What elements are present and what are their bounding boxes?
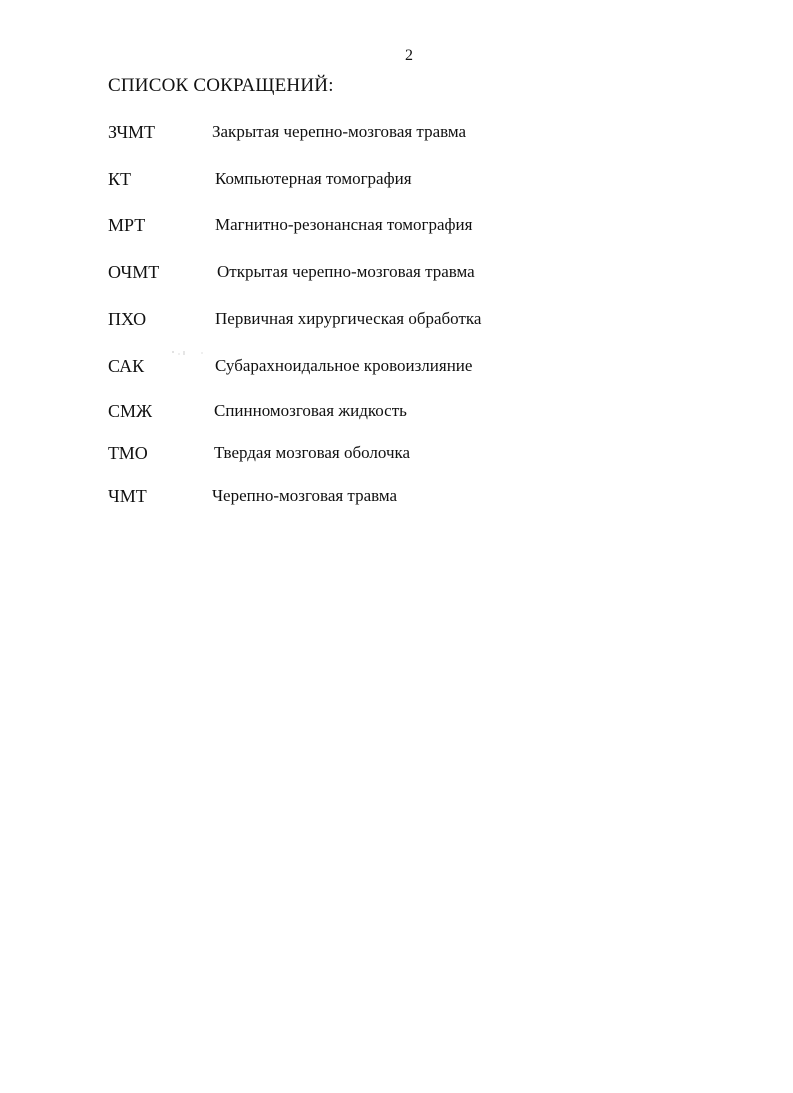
abbreviation-row-sak <box>0 354 793 378</box>
abbreviation-row-tmo <box>0 441 793 465</box>
abbreviation-term: ПХО <box>108 309 147 329</box>
abbreviation-definition: Субарахноидальное кровоизлияние <box>215 356 473 375</box>
abbreviation-term: ОЧМТ <box>108 262 160 282</box>
abbreviation-term: ЧМТ <box>108 486 147 506</box>
abbreviation-term: ЗЧМТ <box>108 122 156 142</box>
page-title: СПИСОК СОКРАЩЕНИЙ: <box>108 75 334 96</box>
abbreviation-definition: Открытая черепно-мозговая травма <box>217 262 475 281</box>
abbreviation-term: СМЖ <box>108 401 153 421</box>
abbreviation-term: ТМО <box>108 443 148 463</box>
abbreviation-row-smzh <box>0 399 793 423</box>
abbreviation-row-kt <box>0 167 793 191</box>
abbreviation-row-mrt <box>0 213 793 237</box>
abbreviation-term: КТ <box>108 169 132 189</box>
abbreviation-definition: Твердая мозговая оболочка <box>214 443 411 462</box>
abbreviation-row-zchmt <box>0 120 793 144</box>
abbreviation-term: САК <box>108 356 145 376</box>
scan-artifact-marks <box>170 348 210 362</box>
abbreviation-definition: Первичная хирургическая обработка <box>215 309 482 328</box>
abbreviation-definition: Черепно-мозговая травма <box>212 486 398 505</box>
page-number: 2 <box>405 47 413 64</box>
abbreviation-definition: Спинномозговая жидкость <box>214 401 407 420</box>
abbreviation-definition: Магнитно-резонансная томография <box>215 215 473 234</box>
abbreviation-row-ochmt <box>0 260 793 284</box>
abbreviation-term: МРТ <box>108 215 146 235</box>
abbreviation-definition: Компьютерная томография <box>215 169 412 188</box>
abbreviation-row-chmt <box>0 484 793 508</box>
abbreviation-definition: Закрытая черепно-мозговая травма <box>212 122 467 141</box>
abbreviation-row-pkho <box>0 307 793 331</box>
